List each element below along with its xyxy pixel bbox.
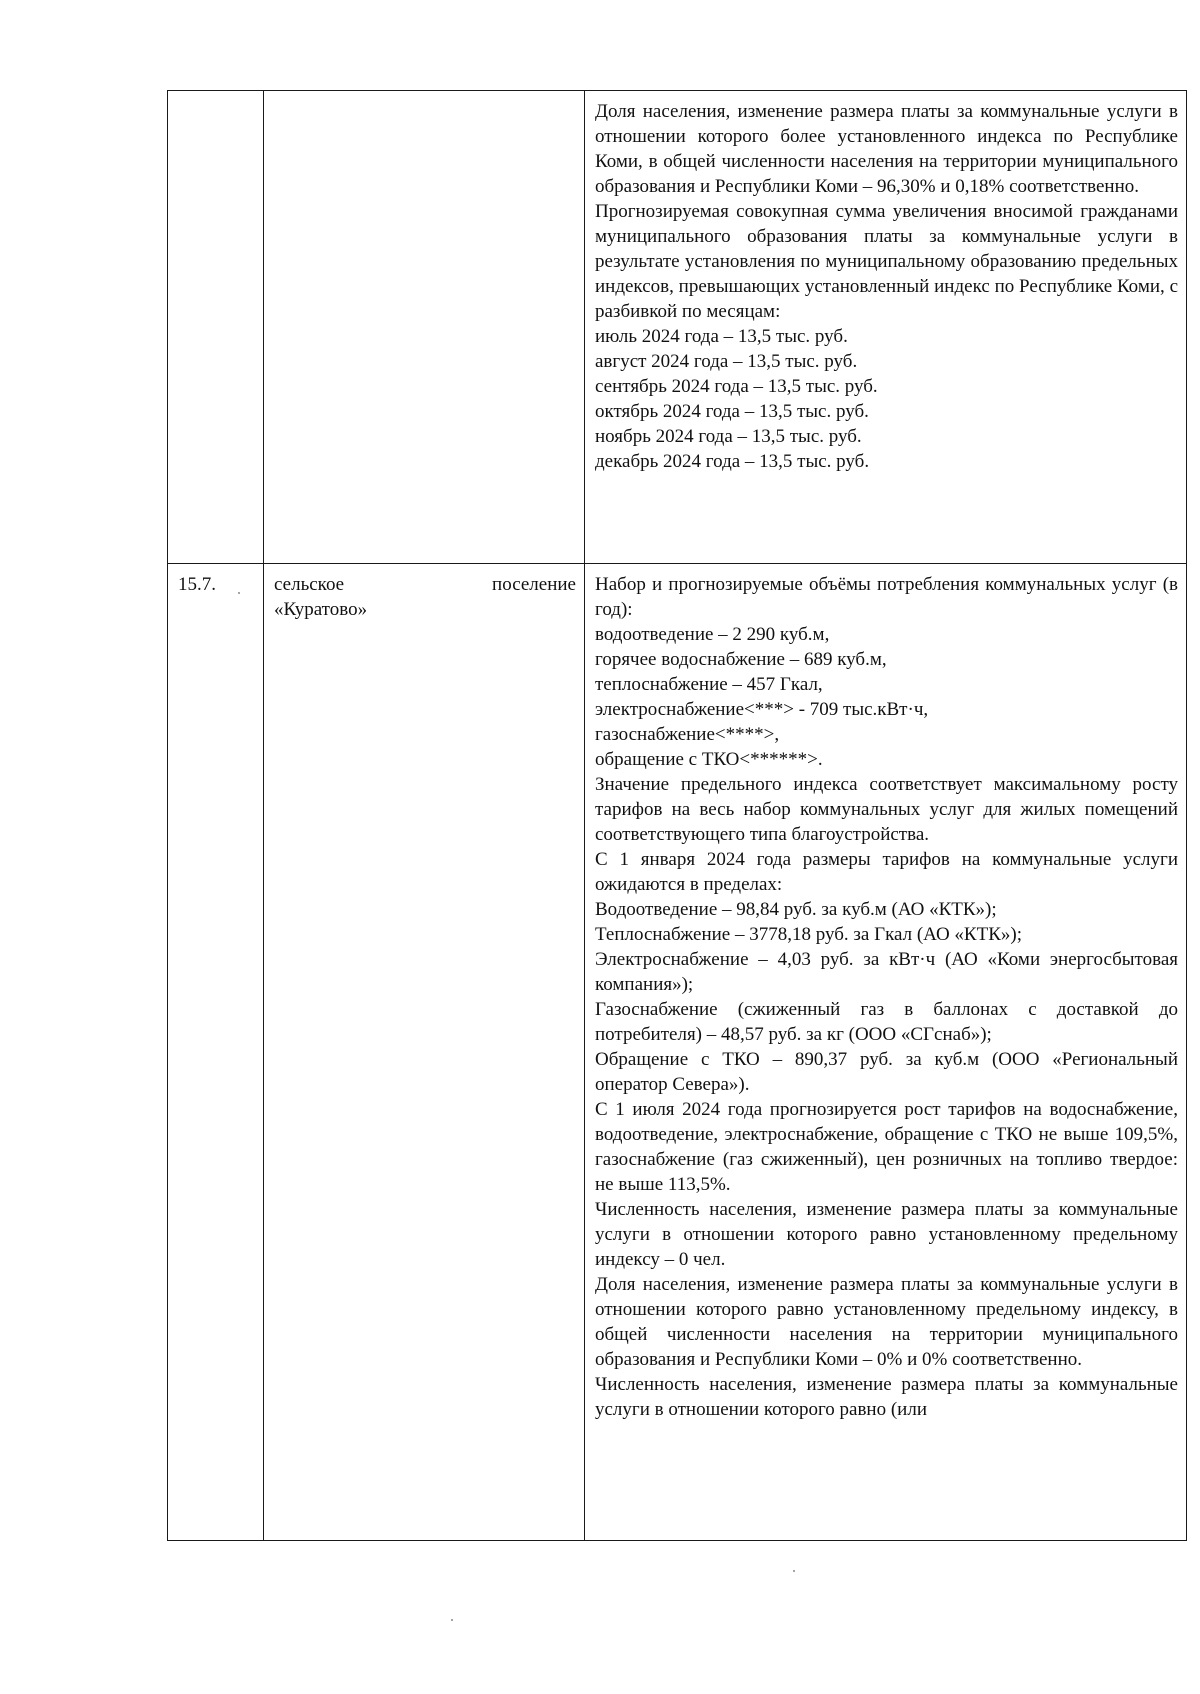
paragraph: Численность населения, изменение размера платы за коммунальные услуги в отношении которого равно установленному предельному индексу – 0 чел. <box>595 1199 1178 1270</box>
municipality-cell <box>264 91 585 564</box>
month-line: июль 2024 года – 13,5 тыс. руб. <box>595 326 848 347</box>
municipality-cell <box>264 564 585 1541</box>
month-line: декабрь 2024 года – 13,5 тыс. руб. <box>595 451 870 472</box>
service-line: теплоснабжение – 457 Гкал, <box>595 674 823 695</box>
table-row <box>168 91 1187 564</box>
service-line: газоснабжение<****>, <box>595 724 780 745</box>
service-line: горячее водоснабжение – 689 куб.м, <box>595 649 887 670</box>
paragraph: Значение предельного индекса соответствует максимальному росту тарифов на весь набор коммунальных услуг для жилых помещений соответствующего типа благоустройства. <box>595 774 1178 845</box>
paragraph: Водоотведение – 98,84 руб. за куб.м (АО «КТК»); <box>595 899 997 920</box>
table-row <box>168 564 1187 1541</box>
scan-speck <box>451 1619 453 1621</box>
paragraph: Обращение с ТКО – 890,37 руб. за куб.м (ООО «Региональный оператор Севера»). <box>595 1049 1178 1095</box>
paragraph: С 1 июля 2024 года прогнозируется рост тарифов на водоснабжение, водоотведение, электроснабжение, обращение с ТКО не выше 109,5%, газоснабжение (газ сжиженный), цен розничных на топливо твердое: не выше 113,5%. <box>595 1099 1178 1195</box>
service-line: обращение с ТКО<******>. <box>595 749 823 770</box>
row-number-cell <box>168 564 264 1541</box>
service-line: водоотведение – 2 290 куб.м, <box>595 624 830 645</box>
paragraph: Электроснабжение – 4,03 руб. за кВт·ч (АО «Коми энергосбытовая компания»); <box>595 949 1178 995</box>
month-line: август 2024 года – 13,5 тыс. руб. <box>595 351 858 372</box>
row-number: 15.7. <box>178 574 216 595</box>
paragraph: Численность населения, изменение размера платы за коммунальные услуги в отношении которого равно (или <box>595 1374 1178 1420</box>
month-line: сентябрь 2024 года – 13,5 тыс. руб. <box>595 376 878 397</box>
info-cell <box>585 564 1187 1541</box>
document-table <box>167 90 1187 1541</box>
service-line: электроснабжение<***> - 709 тыс.кВт·ч, <box>595 699 929 720</box>
paragraph: Доля населения, изменение размера платы за коммунальные услуги в отношении которого более установленного индекса по Республике Коми, в общей численности населения на территории муниципального образования и Республики Коми – 96,30% и 0,18% соответственно. <box>595 101 1178 197</box>
paragraph: С 1 января 2024 года размеры тарифов на коммунальные услуги ожидаются в пределах: <box>595 849 1178 895</box>
row-number-cell <box>168 91 264 564</box>
info-cell <box>585 91 1187 564</box>
paragraph: Набор и прогнозируемые объёмы потребления коммунальных услуг (в год): <box>595 574 1178 620</box>
paragraph: Прогнозируемая совокупная сумма увеличения вносимой гражданами муниципального образования платы за коммунальные услуги в результате установления по муниципальному образованию предельных индексов, превышающих установленный индекс по Республике Коми, с разбивкой по месяцам: <box>595 201 1178 322</box>
month-line: октябрь 2024 года – 13,5 тыс. руб. <box>595 401 869 422</box>
paragraph: Доля населения, изменение размера платы за коммунальные услуги в отношении которого равно установленному предельному индексу, в общей численности населения на территории муниципального образования и Республики Коми – 0% и 0% соответственно. <box>595 1274 1178 1370</box>
month-line: ноябрь 2024 года – 13,5 тыс. руб. <box>595 426 862 447</box>
municipality-type: сельское поселение <box>274 574 576 595</box>
scan-speck <box>793 1570 795 1572</box>
paragraph: Теплоснабжение – 3778,18 руб. за Гкал (АО «КТК»); <box>595 924 1022 945</box>
scan-speck <box>238 592 240 594</box>
paragraph: Газоснабжение (сжиженный газ в баллонах с доставкой до потребителя) – 48,57 руб. за кг (ООО «СГснаб»); <box>595 999 1178 1045</box>
municipality-name: «Куратово» <box>274 599 368 620</box>
